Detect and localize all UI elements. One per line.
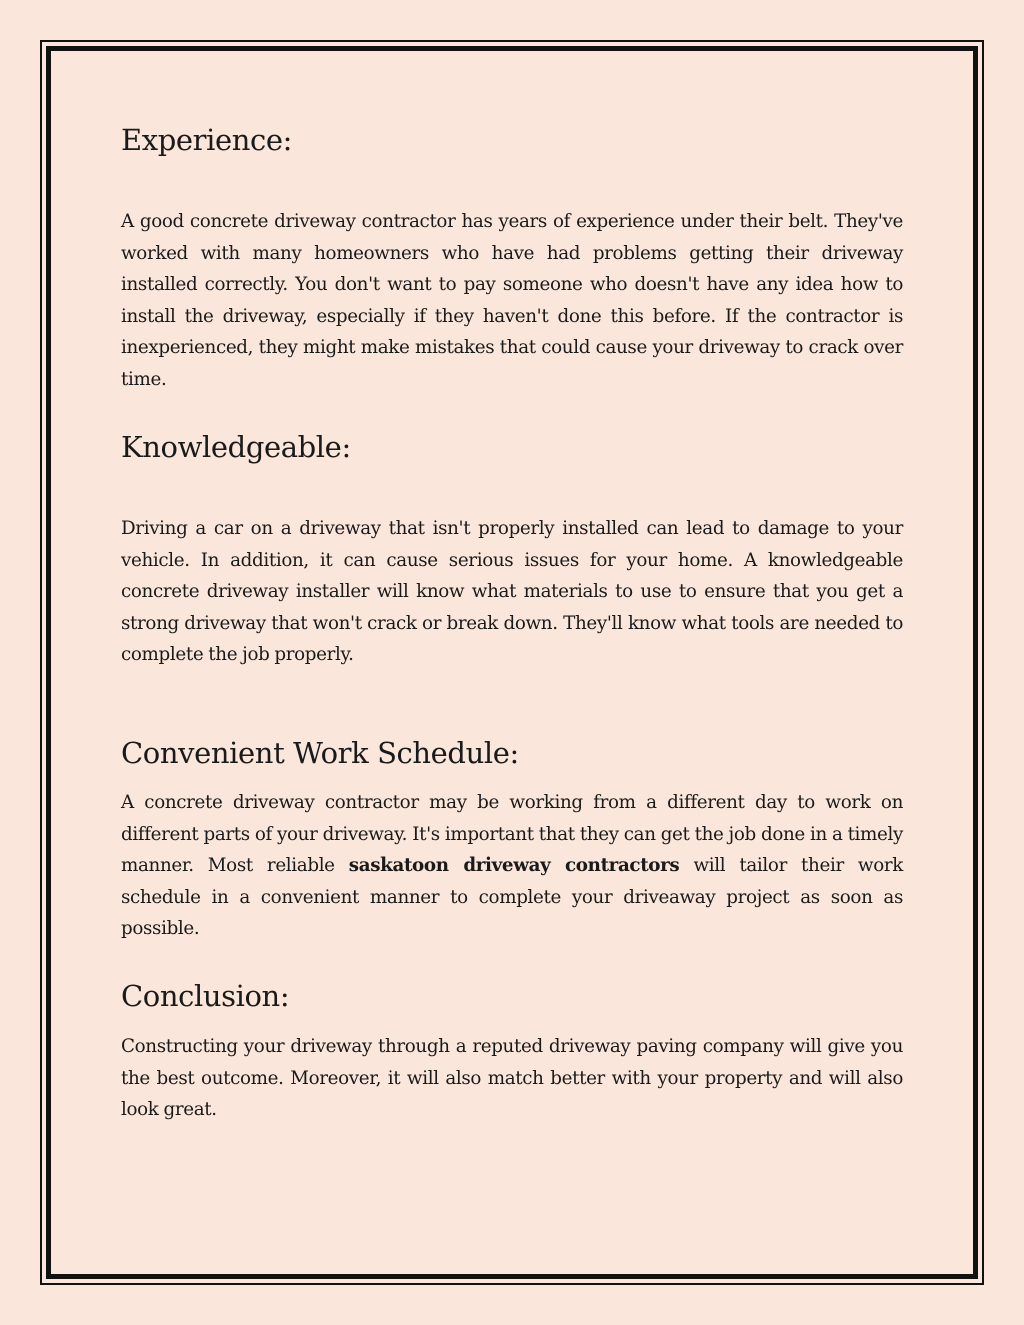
heading-experience: Experience:	[121, 123, 293, 157]
keyword-link-text: saskatoon driveway contractors	[348, 855, 680, 877]
heading-conclusion: Conclusion:	[121, 979, 290, 1013]
paragraph-text: A concrete driveway contractor may be working from a different day to work on different parts of your driveway. It's important that they can get the job done in a timely manner. Most reliable	[121, 792, 903, 877]
paragraph-knowledgeable: Driving a car on a driveway that isn't properly installed can lead to damage to your vehicle. In addition, it can cause serious issues for your home. A knowledgeable concrete driveway installer will know what materials to use to ensure that you get a strong driveway that won't crack or break down. They'll know what tools are needed to complete the job properly.	[121, 518, 903, 666]
heading-knowledgeable: Knowledgeable:	[121, 430, 351, 464]
paragraph-text: will tailor their work schedule in a convenient manner to complete your driveaway project as soon as possible.	[121, 855, 903, 940]
paragraph-experience: A good concrete driveway contractor has years of experience under their belt. They've worked with many homeowners who have had problems getting their driveway installed correctly. You don't want to pay someone who doesn't have any idea how to install the driveway, especially if they haven't done this before. If the contractor is inexperienced, they might make mistakes that could cause your driveway to crack over time.	[121, 211, 903, 390]
paragraph-conclusion: Constructing your driveway through a reputed driveway paving company will give you the best outcome. Moreover, it will also match better with your property and will also look great.	[121, 1036, 903, 1121]
heading-convenient-work-schedule: Convenient Work Schedule:	[121, 736, 519, 770]
paragraph-convenient-work-schedule	[121, 787, 903, 945]
